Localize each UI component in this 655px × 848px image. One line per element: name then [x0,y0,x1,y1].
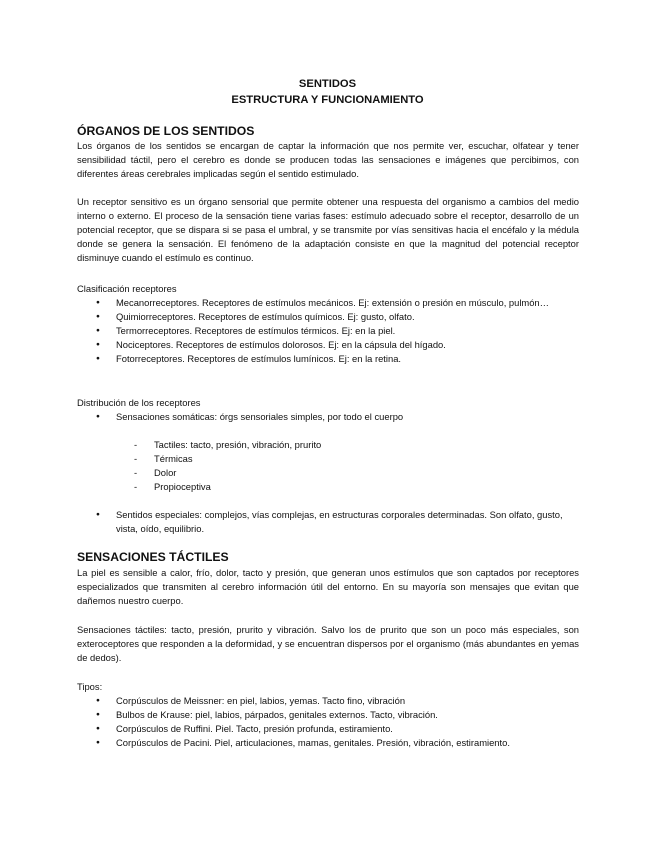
heading-organos: ÓRGANOS DE LOS SENTIDOS [77,124,255,138]
organos-intro [77,139,579,181]
tipos-section [77,680,579,750]
document-title: SENTIDOS [298,78,357,90]
paragraph-organos-2: Un receptor sensitivo es un órgano sensorial que permite obtener una respuesta del organismo a cambios del medio interno o externo. El proceso de la sensación tiene varias fases: estímulo adecuado sobre el receptor, desarrollo de un potencial receptor, que se dispara si se pasa el umbral, y se transmite por vías sensitivas hacia el encéfalo y la médula donde se genera la sensación. El fenómeno de la adaptación consiste en que la magnitud del potencial receptor disminuye cuando el estímulo es continuo. [77,196,579,263]
tactiles-detail [77,623,579,665]
clasificacion-label: Clasificación receptores [77,283,177,294]
list-item: ● Termorreceptores. Receptores de estímulos térmicos. Ej: en la piel. [77,324,579,338]
distribucion-section [77,396,579,424]
distribucion-label: Distribución de los receptores [77,397,201,408]
list-item: ● Corpúsculos de Meissner: en piel, labios, yemas. Tacto fino, vibración [77,694,579,708]
heading-tactiles: SENSACIONES TÁCTILES [77,550,229,564]
tipos-list [77,694,579,750]
list-item: ● Corpúsculos de Ruffini. Piel. Tacto, presión profunda, estiramiento. [77,722,579,736]
list-item: ● Corpúsculos de Pacini. Piel, articulaciones, mamas, genitales. Presión, vibración, estiramiento. [77,736,579,750]
tactiles-intro [77,566,579,608]
list-item: - Térmicas [77,452,579,466]
paragraph-organos-1: Los órganos de los sentidos se encargan de captar la información que nos permite ver, escuchar, olfatear y tener sensibilidad táctil, pero el cerebro es donde se producen todas las sensaciones e imágenes que percibimos, con diferentes áreas cerebrales implicadas según el sentido estimulado. [77,140,579,179]
clasificacion-section [77,282,579,366]
list-item: ● Mecanorreceptores. Receptores de estímulos mecánicos. Ej: extensión o presión en músculo, pulmón… [77,296,579,310]
list-item: ● Bulbos de Krause: piel, labios, párpados, genitales externos. Tacto, vibración. [77,708,579,722]
clasificacion-list [77,296,579,366]
paragraph-tactiles-1: La piel es sensible a calor, frío, dolor, tacto y presión, que generan unos estímulos que son captados por receptores especializados que transmiten al cerebro información útil del entorno. En su mayoría son mensajes que evitan que dañemos nuestro cuerpo. [77,567,579,606]
document-subtitle: ESTRUCTURA Y FUNCIONAMIENTO [231,94,424,106]
distribucion-list-somaticas [77,410,579,424]
paragraph-tactiles-2: Sensaciones táctiles: tacto, presión, prurito y vibración. Salvo los de prurito que son un poco más especiales, son exteroceptores que responden a la deformidad, y se encuentran dispersos por el organismo (más abundantes en yemas de dedos). [77,624,579,663]
list-item: - Propioceptiva [77,480,579,494]
tipos-label: Tipos: [77,681,103,692]
distribucion-list-especiales [77,508,579,536]
list-item: ● Quimiorreceptores. Receptores de estímulos químicos. Ej: gusto, olfato. [77,310,579,324]
list-item: - Dolor [77,466,579,480]
somaticas-sublist [77,438,579,494]
list-item: ● Nociceptores. Receptores de estímulos dolorosos. Ej: en la cápsula del hígado. [77,338,579,352]
list-item: ● Fotorreceptores. Receptores de estímulos lumínicos. Ej: en la retina. [77,352,579,366]
list-item: - Tactiles: tacto, presión, vibración, prurito [77,438,579,452]
especiales-section [77,508,579,536]
list-item-somaticas: ● Sensaciones somáticas: órgs sensoriales simples, por todo el cuerpo [77,410,579,424]
list-item-especiales: ● Sentidos especiales: complejos, vías complejas, en estructuras corporales determinadas. Son olfato, gusto, vista, oído, equilibrio. [77,508,579,536]
somaticas-dash-list [77,438,579,494]
receptor-definition [77,195,579,265]
